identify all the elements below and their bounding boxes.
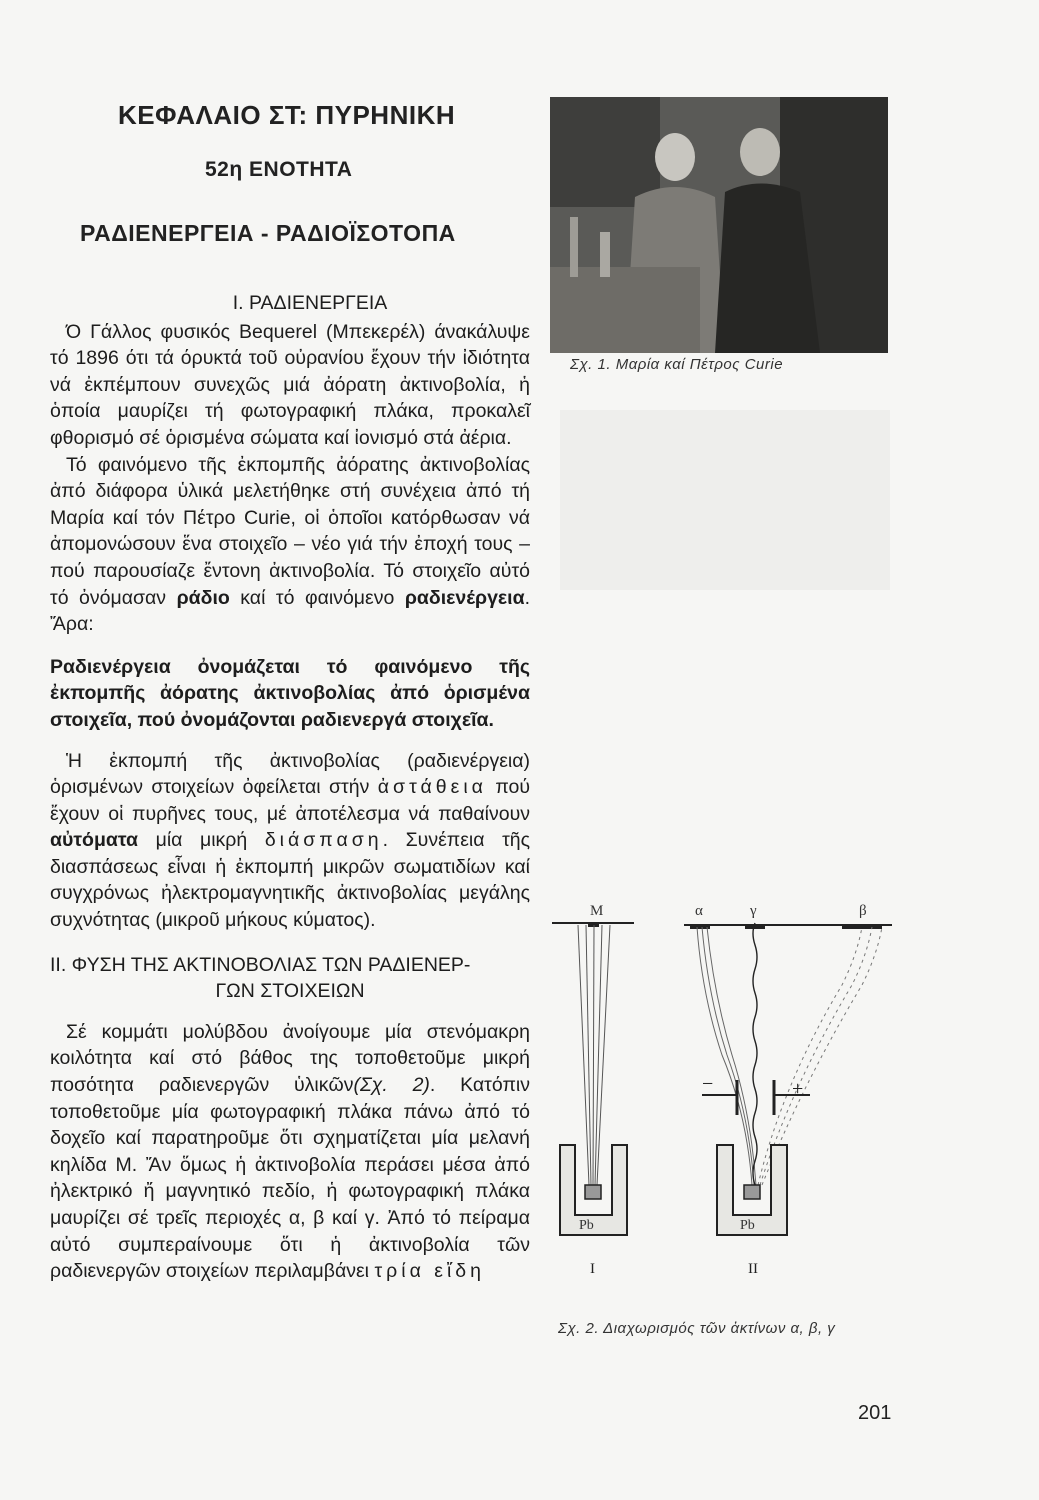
label-gamma: γ	[750, 903, 757, 919]
unit-title: 52η ΕΝΟΤΗΤΑ	[205, 158, 353, 181]
section2-heading-line2: ΓΩΝ ΣΤΟΙΧΕΙΩΝ	[215, 980, 365, 1003]
figure1-caption: Σχ. 1. Μαρία καί Πέτρος Curie	[570, 356, 784, 373]
label-plus: +	[792, 1078, 804, 1100]
section1-paragraph-1: Ό Γάλλος φυσικός Bequerel (Μπεκερέλ) άνακάλυψε τό 1896 ότι τά όρυκτά τοῦ οὐρανίου ἔχουν τήν ἰδιότητα νά ἐκπέμπουν συνεχῶς μιά ἀόρατη ἀκτινοβολία, ἡ ὁποία μαυρίζει τή φωτογραφική πλάκα, προκαλεῖ φθορισμό σέ ὁρισμένα σώματα καί ἰονισμό στά ἀέρια.	[50, 320, 530, 449]
faded-bleed-through	[560, 410, 890, 590]
label-alpha: α	[695, 903, 703, 919]
label-beta: β	[859, 903, 867, 919]
section1-paragraph-3: Ἡ ἐκπομπή τῆς ἀκτινοβολίας (ραδιενέργεια) ὁρισμένων στοιχείων ὀφείλεται στήν ἀστάθεια πού ἔχουν οἱ πυρῆνες τους, μέ ἀποτέλεσμα νά παθαίνουν αὐτόματα μία μικρή διάσπαση. Συνέπεια τῆς διασπάσεως εἶναι ἡ ἐκπομπή μικρῶν σωματιδίων καί συγχρόνως ἠλεκτρομαγνητικῆς ἀκτινοβολίας μεγάλης συχνότητας (μικροῦ μήκους κύματος).	[50, 749, 531, 932]
label-i: I	[590, 1261, 595, 1277]
section2-paragraph-1: Σέ κομμάτι μολύβδου ἀνοίγουμε μία στενόμακρη κοιλότητα καί στό βάθος της τοποθετοῦμε μικρή ποσότητα ραδιενεργῶν ὑλικῶν(Σχ. 2). Κατόπιν τοποθετοῦμε μία φωτογραφική πλάκα πάνω ἀπό τό δοχεῖο καί παρατηροῦμε ὅτι σχηματίζεται μία μελανή κηλίδα Μ. Ἄν ὅμως ἡ ἀκτινοβολία περάσει μέσα ἀπό ἠλεκτρικό ἤ μαγνητικό πεδίο, ἡ φωτογραφική πλάκα μαυρίζει σέ τρεῖς περιοχές α, β καί γ. Ἀπό τό πείραμα αὐτό συμπεραίνουμε ὅτι ἡ ἀκτινοβολία τῶν ραδιενεργῶν στοιχείων περιλαμβάνει τρία εἴδη	[50, 1020, 530, 1283]
term-radioactivity: ραδιενέργεια	[404, 586, 525, 609]
section1-heading: Ι. ΡΑΔΙΕΝΕΡΓΕΙΑ	[232, 292, 388, 314]
label-pb-2: Pb	[740, 1218, 755, 1233]
source-2	[744, 1185, 760, 1199]
term-radio: ράδιο	[176, 586, 230, 609]
topic-title: ΡΑΔΙΕΝΕΡΓΕΙΑ - ΡΑΔΙΟΪΣΟΤΟΠΑ	[80, 220, 456, 246]
figure2-caption: Σχ. 2. Διαχωρισμός τῶν ἀκτίνων α, β, γ	[558, 1320, 836, 1337]
page-number: 201	[858, 1402, 892, 1424]
term-automatic: αὐτόματα	[50, 829, 139, 852]
label-pb-1: Pb	[579, 1218, 594, 1233]
label-m: Μ	[590, 903, 604, 919]
label-minus: −	[702, 1073, 714, 1095]
definition-radioactivity: Ραδιενέργεια ὀνομάζεται τό φαινόμενο τῆς ἐκπομπῆς ἀόρατης ἀκτινοβολίας ἀπό ὁρισμένα στοιχεῖα, πού ὀνομάζονται ραδιενεργά στοιχεῖα.	[50, 655, 530, 731]
radiation-separation-diagram	[552, 895, 897, 1305]
figure-reference: (Σχ. 2)	[353, 1074, 430, 1097]
section1-paragraph-2: Τό φαινόμενο τῆς ἐκπομπῆς ἀόρατης ἀκτινοβολίας ἀπό διάφορα ὑλικά μελετήθηκε στή συνέχεια ἀπό τή Μαρία καί τόν Πέτρο Curie, οἱ ὁποῖοι κατόρθωσαν νά ἀπομονώσουν ἕνα στοιχεῖο – νέο γιά τήν ἐποχή τους – πού παρουσίαζε ἔντονη ἀκτινοβολία. Τό στοιχεῖο αὐτό τό ὀνόμασαν ράδιο καί τό φαινόμενο ραδιενέργεια. Ἄρα:	[50, 453, 530, 636]
beam-line	[593, 925, 594, 1185]
label-ii: II	[748, 1261, 758, 1277]
chapter-title: ΚΕΦΑΛΑΙΟ ΣΤ: ΠΥΡΗΝΙΚΗ	[118, 100, 456, 130]
section2-heading-line1: ΙΙ. ΦΥΣΗ ΤΗΣ ΑΚΤΙΝΟΒΟΛΙΑΣ ΤΩΝ ΡΑΔΙΕΝΕΡ-	[50, 953, 471, 976]
main-text-column	[50, 290, 530, 1285]
gamma-ray	[753, 923, 757, 1185]
beam-line	[586, 925, 591, 1185]
photo-image	[550, 97, 888, 353]
source-1	[585, 1185, 601, 1199]
beam-line	[578, 925, 589, 1185]
diagram-svg	[552, 895, 897, 1305]
curie-photograph	[550, 97, 888, 353]
